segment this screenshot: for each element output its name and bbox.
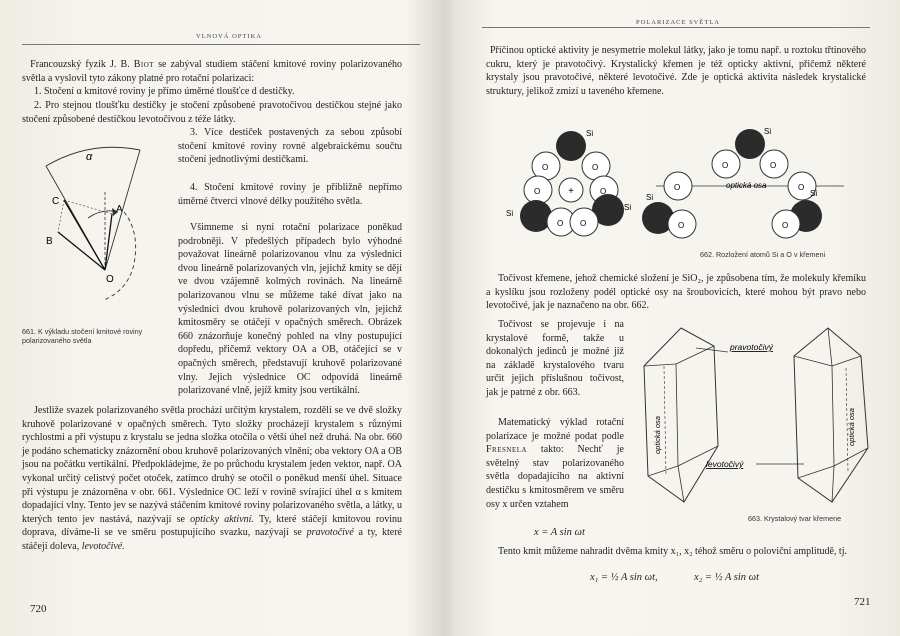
form-paragraph: Točivost se projevuje i na krystalové formě, takže u dokonalých jedinců je možné již na základě krystalového tvaru určit jejich příslušnou točivost, jak je patrné z obr. 663. [486, 319, 624, 398]
formula-1: x = A sin ωt [534, 527, 585, 538]
header-rule [22, 44, 420, 45]
fig661-alpha: α [86, 151, 93, 163]
page-number-right: 721 [854, 596, 871, 608]
law-3: 3. Více destiček postavených za sebou způsobí stočení kmitové roviny rovné algebraickému součtu stočení jednotlivými destičkami. [178, 127, 402, 166]
fig661-label-o: O [106, 274, 114, 285]
math-paragraph: Matematický výklad rotační polarizace je možné podat podle Fresnela takto: Nechť je světelný stav polarizovaného světla dopadajícího na aktivní destičku s kmitosměrem ve směru osy x určen vztahem [486, 417, 624, 510]
fig663-right-crystal [644, 328, 774, 502]
crystal-paragraph: Jestliže svazek polarizovaného světla prochází určitým krystalem, rozdělí se ve dvě složky kruhově polarizované v opačných směrech. Tyto složky procházejí krystalem s různými rychlostmi a při výstupu z krystalu se jedna složka otočila o větší úhel než druhá. Na obr. 660 je podáno schematicky znázornění obou kruhově polarizovaných vlnění; oba vektory OA a OB jsou na počátku vertikální. Předpokládejme, že po průchodu krystalem jeden vektor, např. OA vykonal určitý celistvý počet otoček, zatímco druhý se otočil o poněkud menší úhel. Situace při výstupu je znázorněna v obr. 661. Výslednice OC leží v rovině svírající úhel α s kmitem dopadající vlny. Tento jev se nazývá stáčením kmitové roviny polarizovaného světla, a látky, u kterých tento jev nastává, nazývají se opticky aktivní. Ty, které stáčejí kmitovou rovinu doprava, díváme-li se ve směru postupujícího svazku, nazývají se pravotočivé a ty, které stáčejí doleva, levotočivé. [22, 405, 403, 552]
fig663-label-left: levotočivý [706, 459, 744, 469]
left-page [0, 0, 446, 636]
quartz-paragraph: Točivost křemene, jehož chemické složení je SiO₂, je způsobena tím, že molekuly křemíku a kyslíku jsou rozloženy podél optické osy na šroubovicích, které mohou být pravo nebo levotočivé, jak je naznačeno na obr. 662. [486, 273, 866, 312]
fig662-o-label: O [674, 183, 681, 192]
fig662-o-label: O [770, 161, 777, 170]
fig663-axis-label: optická osa [653, 416, 662, 454]
vector-OB [58, 232, 105, 270]
right-page [450, 0, 900, 636]
replace-paragraph: Tento kmit můžeme nahradit dvěma kmity x₁, x₂ téhož směru o poloviční amplitudě, tj. [498, 546, 847, 557]
angle-arc [46, 147, 140, 166]
fig663-left-crystal [706, 328, 868, 502]
intro-paragraph: Francouzský fyzik J. B. Biot se zabýval studiem stáčení kmitové roviny polarizovaného světla a vyslovil tyto zákony platné pro rotační polarizaci: [22, 59, 403, 84]
formula-2-right: x₂ = ½ A sin ωt [694, 572, 760, 583]
fig661-label-a: A [116, 204, 123, 215]
fig662-si-label: Si [506, 209, 514, 218]
fig662-plus: + [568, 186, 574, 197]
law-2: 2. Pro stejnou tloušťku destičky je stočení způsobené pravotočivou destičkou stejné jako stočení způsobené destičkou levotočivou z téže látky. [22, 100, 402, 125]
fig661-label-c: C [52, 196, 60, 207]
law-4: 4. Stočení kmitové roviny je přibližně nepřímo úměrné čtverci vlnové délky použitého světla. [178, 182, 402, 207]
law-1: 1. Stočení α kmitové roviny je přímo úměrné tloušťce d destičky. [34, 86, 295, 97]
cause-paragraph: Příčinou optické aktivity je nesymetrie molekul látky, jako je tomu např. u roztoku třtinového cukru, který je pravotočivý. Krystalický křemen je též opticky aktivní, přičemž některé krystaly jsou pravotočivé, některé levotočivé. Zde je optická aktivita následek krystalické struktury, jelikož zmizí u taveného křemene. [486, 45, 866, 97]
fig662-o-label: O [600, 187, 607, 196]
fig662-left-helix [506, 129, 631, 236]
fig662-o-label: O [557, 219, 564, 228]
fig662-o-label: O [678, 221, 685, 230]
figure-661 [28, 140, 173, 310]
header-rule [482, 27, 870, 28]
fig661-caption: 661. K výkladu stočení kmitové roviny polarizovaného světla [22, 327, 143, 345]
fig662-o-label: O [592, 163, 599, 172]
fig663-axis-label: optická osa [847, 408, 856, 446]
figure-662 [506, 124, 876, 244]
vector-OA [105, 214, 112, 270]
fig662-si-label: Si [764, 127, 772, 136]
fig662-si-label: Si [586, 129, 594, 138]
fig663-caption: 663. Krystalový tvar křemene [748, 514, 842, 523]
page-number-left: 720 [30, 603, 47, 615]
formula-2-left: x₁ = ½ A sin ωt, [590, 572, 658, 583]
fig662-o-label: O [534, 187, 541, 196]
fig662-o-label: O [580, 219, 587, 228]
fig662-si-label: Si [646, 193, 654, 202]
fig662-o-label: O [542, 163, 549, 172]
fig662-o-label: O [798, 183, 805, 192]
fig663-label-right: pravotočivý [730, 342, 773, 352]
fig662-axis-label: optická osa [726, 181, 767, 190]
fig662-right-helix [642, 127, 844, 238]
fig662-o-label: O [722, 161, 729, 170]
vector-OC [64, 200, 105, 270]
fig662-si-label: Si [624, 203, 632, 212]
rotation-paragraph: Všimneme si nyní rotační polarizace poněkud podrobněji. V předešlých případech bylo výhodné považovat lineárně polarizovanou vlnu za výslednici dvou lineárně polarizovaných vln, jejichž kmity se dějí ve dvou vzájemně kolmých rovinách. Na lineárně polarizovanou vlnu se můžeme také dívat jako na výslednici dvou kruhově polarizovaných vln, jejichž kmitosměry se otáčejí v opačných směrech. Obrázek 660 znázorňuje konečný pohled na vlny postupující dopředu, přičemž vektory OA a OB, otáčející se v opačných směrech, představují kruhově polarizované vlny. Jejich výslednice OC odpovídá lineárně polarizované vlně, jejíž kmity jsou vertikální. [178, 222, 402, 397]
fig662-caption: 662. Rozložení atomů Si a O v křemeni [700, 250, 826, 259]
fig662-o-label: O [782, 221, 789, 230]
running-head: POLARIZACE SVĚTLA [636, 19, 720, 26]
fig662-si-label: Si [810, 189, 818, 198]
running-head: VLNOVÁ OPTIKA [196, 33, 262, 40]
figure-663 [636, 326, 876, 506]
fig661-label-b: B [46, 236, 53, 247]
